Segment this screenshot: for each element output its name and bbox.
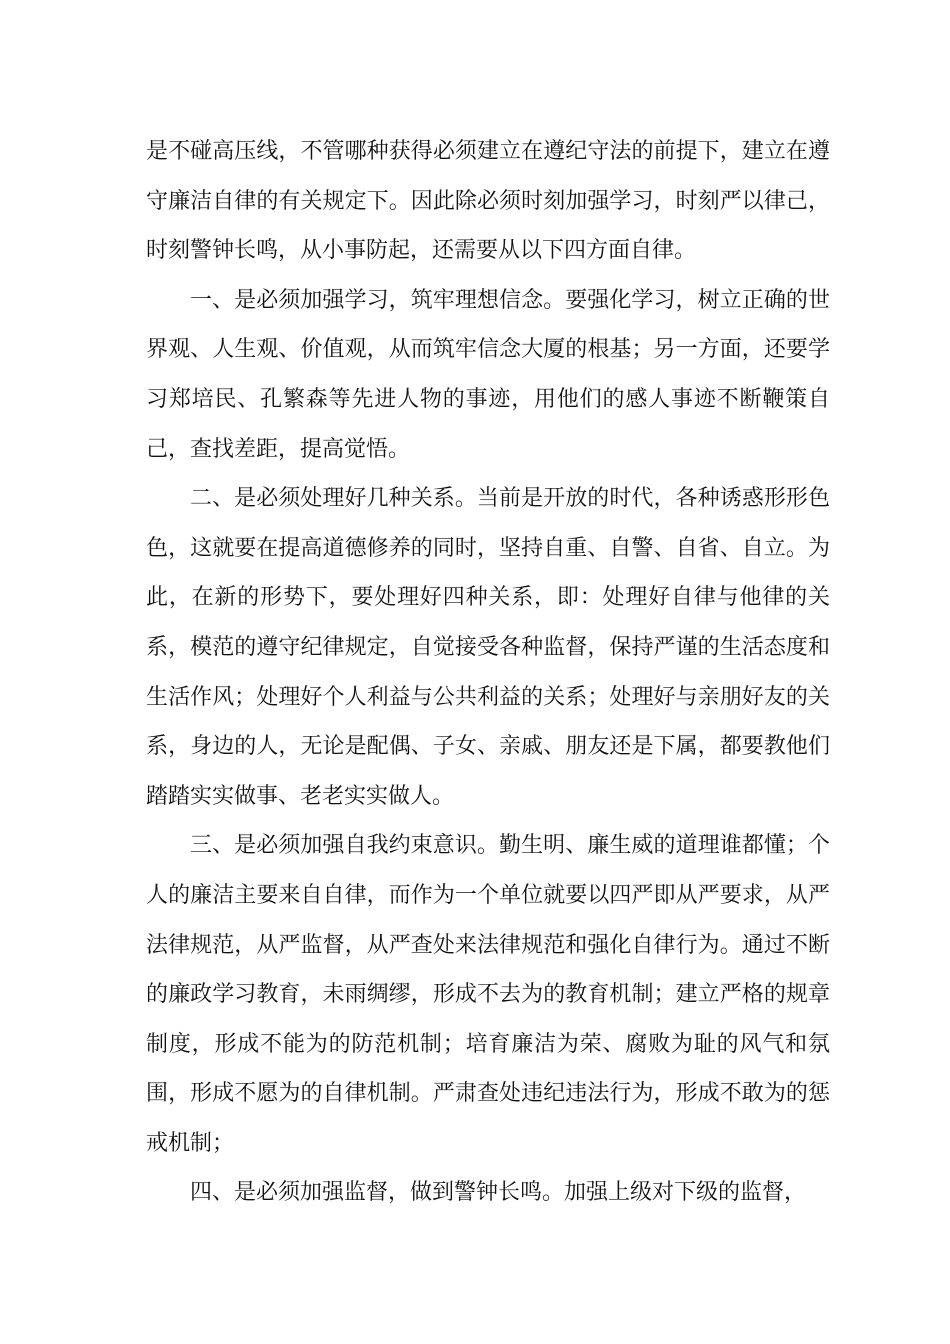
paragraph-point-four: 四、是必须加强监督，做到警钟长鸣。加强上级对下级的监督，: [190, 1180, 807, 1206]
paragraph-point-two: 二、是必须处理好几种关系。当前是开放的时代，各种诱惑形形色色，这就要在提高道德修养的同时，坚持自重、自警、自省、自立。为此，在新的形势下，要处理好四种关系，即：处理好自律与他律的关系，模范的遵守纪律规定，自觉接受各种监督，保持严谨的生活态度和生活作风；处理好个人利益与公共利益的关系；处理好与亲朋好友的关系，身边的人，无论是配偶、子女、亲戚、朋友还是下属，都要教他们踏踏实实做事、老老实实做人。: [146, 486, 830, 809]
paragraph-point-one: 一、是必须加强学习，筑牢理想信念。要强化学习，树立正确的世界观、人生观、价值观，从而筑牢信念大厦的根基；另一方面，还要学习郑培民、孔繁森等先进人物的事迹，用他们的感人事迹不断鞭策自己，查找差距，提高觉悟。: [146, 287, 830, 462]
paragraph-continuation: 是不碰高压线，不管哪种获得必须建立在遵纪守法的前提下，建立在遵守廉洁自律的有关规定下。因此除必须时刻加强学习，时刻严以律己，时刻警钟长鸣，从小事防起，还需要从以下四方面自律。: [146, 139, 830, 264]
paragraph-point-three: 三、是必须加强自我约束意识。勤生明、廉生威的道理谁都懂；个人的廉洁主要来自自律，而作为一个单位就要以四严即从严要求，从严法律规范，从严监督，从严查处来法律规范和强化自律行为。通过不断的廉政学习教育，未雨绸缪，形成不去为的教育机制；建立严格的规章制度，形成不能为的防范机制；培育廉洁为荣、腐败为耻的风气和氛围，形成不愿为的自律机制。严肃查处违纪违法行为，形成不敢为的惩戒机制；: [146, 833, 830, 1156]
document-body: [146, 127, 830, 1218]
